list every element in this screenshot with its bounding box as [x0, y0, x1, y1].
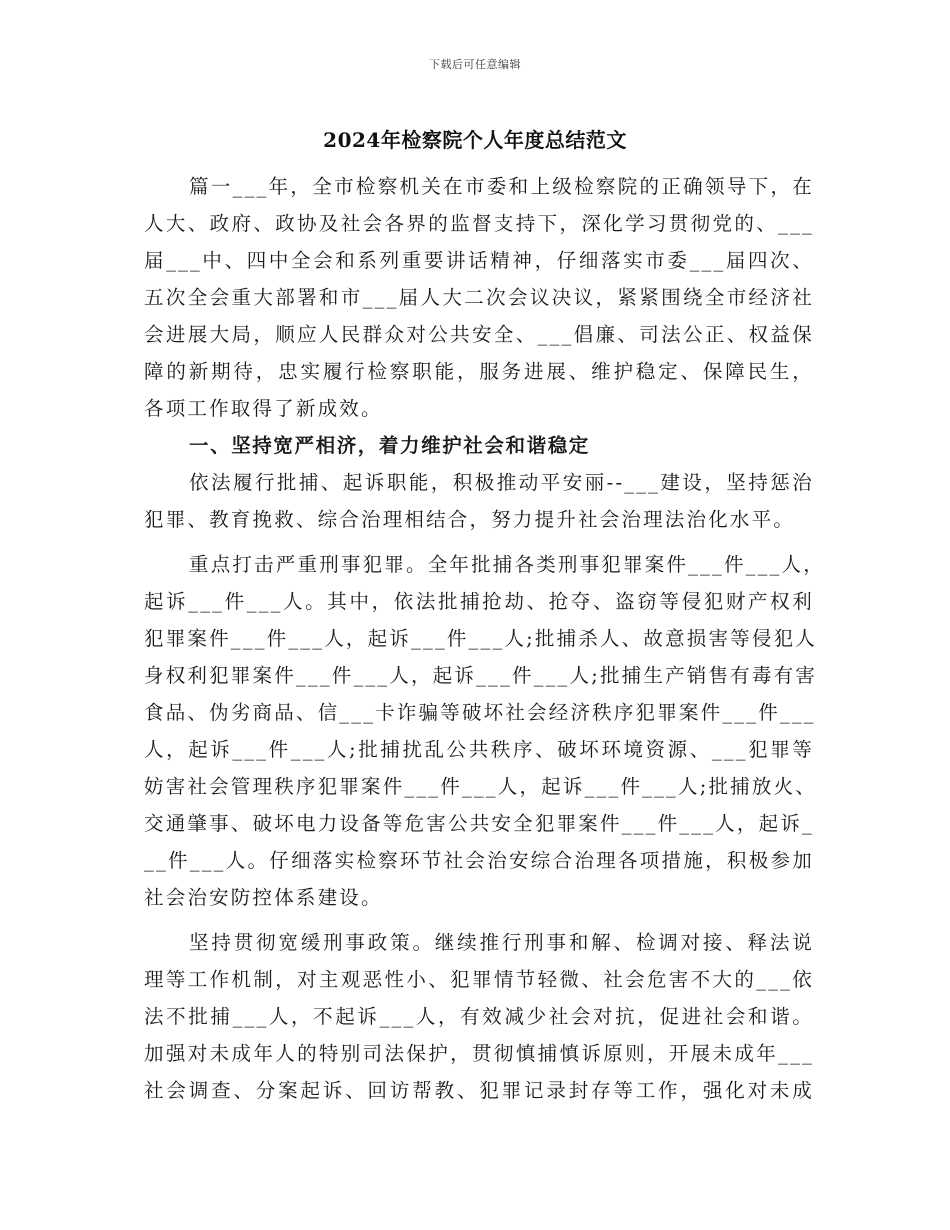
body-text-line: 犯罪案件___件___人，起诉___件___人;批捕杀人、故意损害等侵犯人 [144, 627, 817, 650]
body-text-line: 犯罪、教育挽救、综合治理相结合，努力提升社会治理法治化水平。 [144, 508, 796, 531]
body-text-line: 会进展大局，顺应人民群众对公共安全、___倡廉、司法公正、权益保 [144, 323, 814, 346]
body-text-line: 交通肇事、破坏电力设备等危害公共安全犯罪案件___件___人，起诉_ [144, 812, 814, 835]
body-text-line: 社会治安防控体系建设。 [144, 886, 383, 909]
body-text-line: 依法履行批捕、起诉职能，积极推动平安丽--___建设，坚持惩治 [189, 471, 814, 494]
body-text-line: 五次全会重大部署和市___届人大二次会议决议，紧紧围绕全市经济社 [144, 286, 814, 309]
body-text-line: 身权利犯罪案件___件___人，起诉___件___人;批捕生产销售有毒有害 [144, 664, 817, 687]
body-text-line: 届___中、四中全会和系列重要讲话精神，仔细落实市委___届四次、 [144, 249, 814, 272]
body-text-line: 障的新期待，忠实履行检察职能，服务进展、维护稳定、保障民生， [144, 360, 814, 383]
paragraph-gap [144, 541, 814, 549]
section-heading: 一、坚持宽严相济，着力维护社会和谐稳定 [189, 434, 590, 457]
body-text-line: 人大、政府、政协及社会各界的监督支持下，深化学习贯彻党的、___ [144, 212, 814, 235]
body-text-line: 各项工作取得了新成效。 [144, 397, 383, 420]
body-text-line: 加强对未成年人的特别司法保护，贯彻慎捕慎诉原则，开展未成年___ [144, 1042, 814, 1065]
document-body [144, 171, 825, 1112]
body-text-line: 起诉___件___人。其中，依法批捕抢劫、抢夺、盗窃等侵犯财产权利 [144, 590, 814, 613]
header-note: 下载后可任意编辑 [429, 58, 521, 71]
paragraph-gap [144, 919, 814, 927]
body-text-line: 重点打击严重刑事犯罪。全年批捕各类刑事犯罪案件___件___人， [189, 553, 825, 576]
body-text-line: 社会调查、分案起诉、回访帮教、犯罪记录封存等工作，强化对未成 [144, 1079, 814, 1102]
body-text-line: 坚持贯彻宽缓刑事政策。继续推行刑事和解、检调对接、释法说 [189, 931, 814, 954]
body-text-line: 食品、伪劣商品、信___卡诈骗等破坏社会经济秩序犯罪案件___件___ [144, 701, 816, 724]
body-text-line: 理等工作机制，对主观恶性小、犯罪情节轻微、社会危害不大的___依 [144, 968, 814, 991]
body-text-line: 人，起诉___件___人;批捕扰乱公共秩序、破坏环境资源、___犯罪等 [144, 738, 814, 761]
body-text-line: 法不批捕___人，不起诉___人，有效减少社会对抗，促进社会和谐。 [144, 1005, 814, 1028]
body-text-line: __件___人。仔细落实检察环节社会治安综合治理各项措施，积极参加 [144, 849, 814, 872]
body-text-line: 妨害社会管理秩序犯罪案件___件___人，起诉___件___人;批捕放火、 [144, 775, 817, 798]
body-text-line: 篇一___年，全市检察机关在市委和上级检察院的正确领导下，在 [189, 175, 814, 198]
document-title: 2024年检察院个人年度总结范文 [323, 128, 627, 152]
